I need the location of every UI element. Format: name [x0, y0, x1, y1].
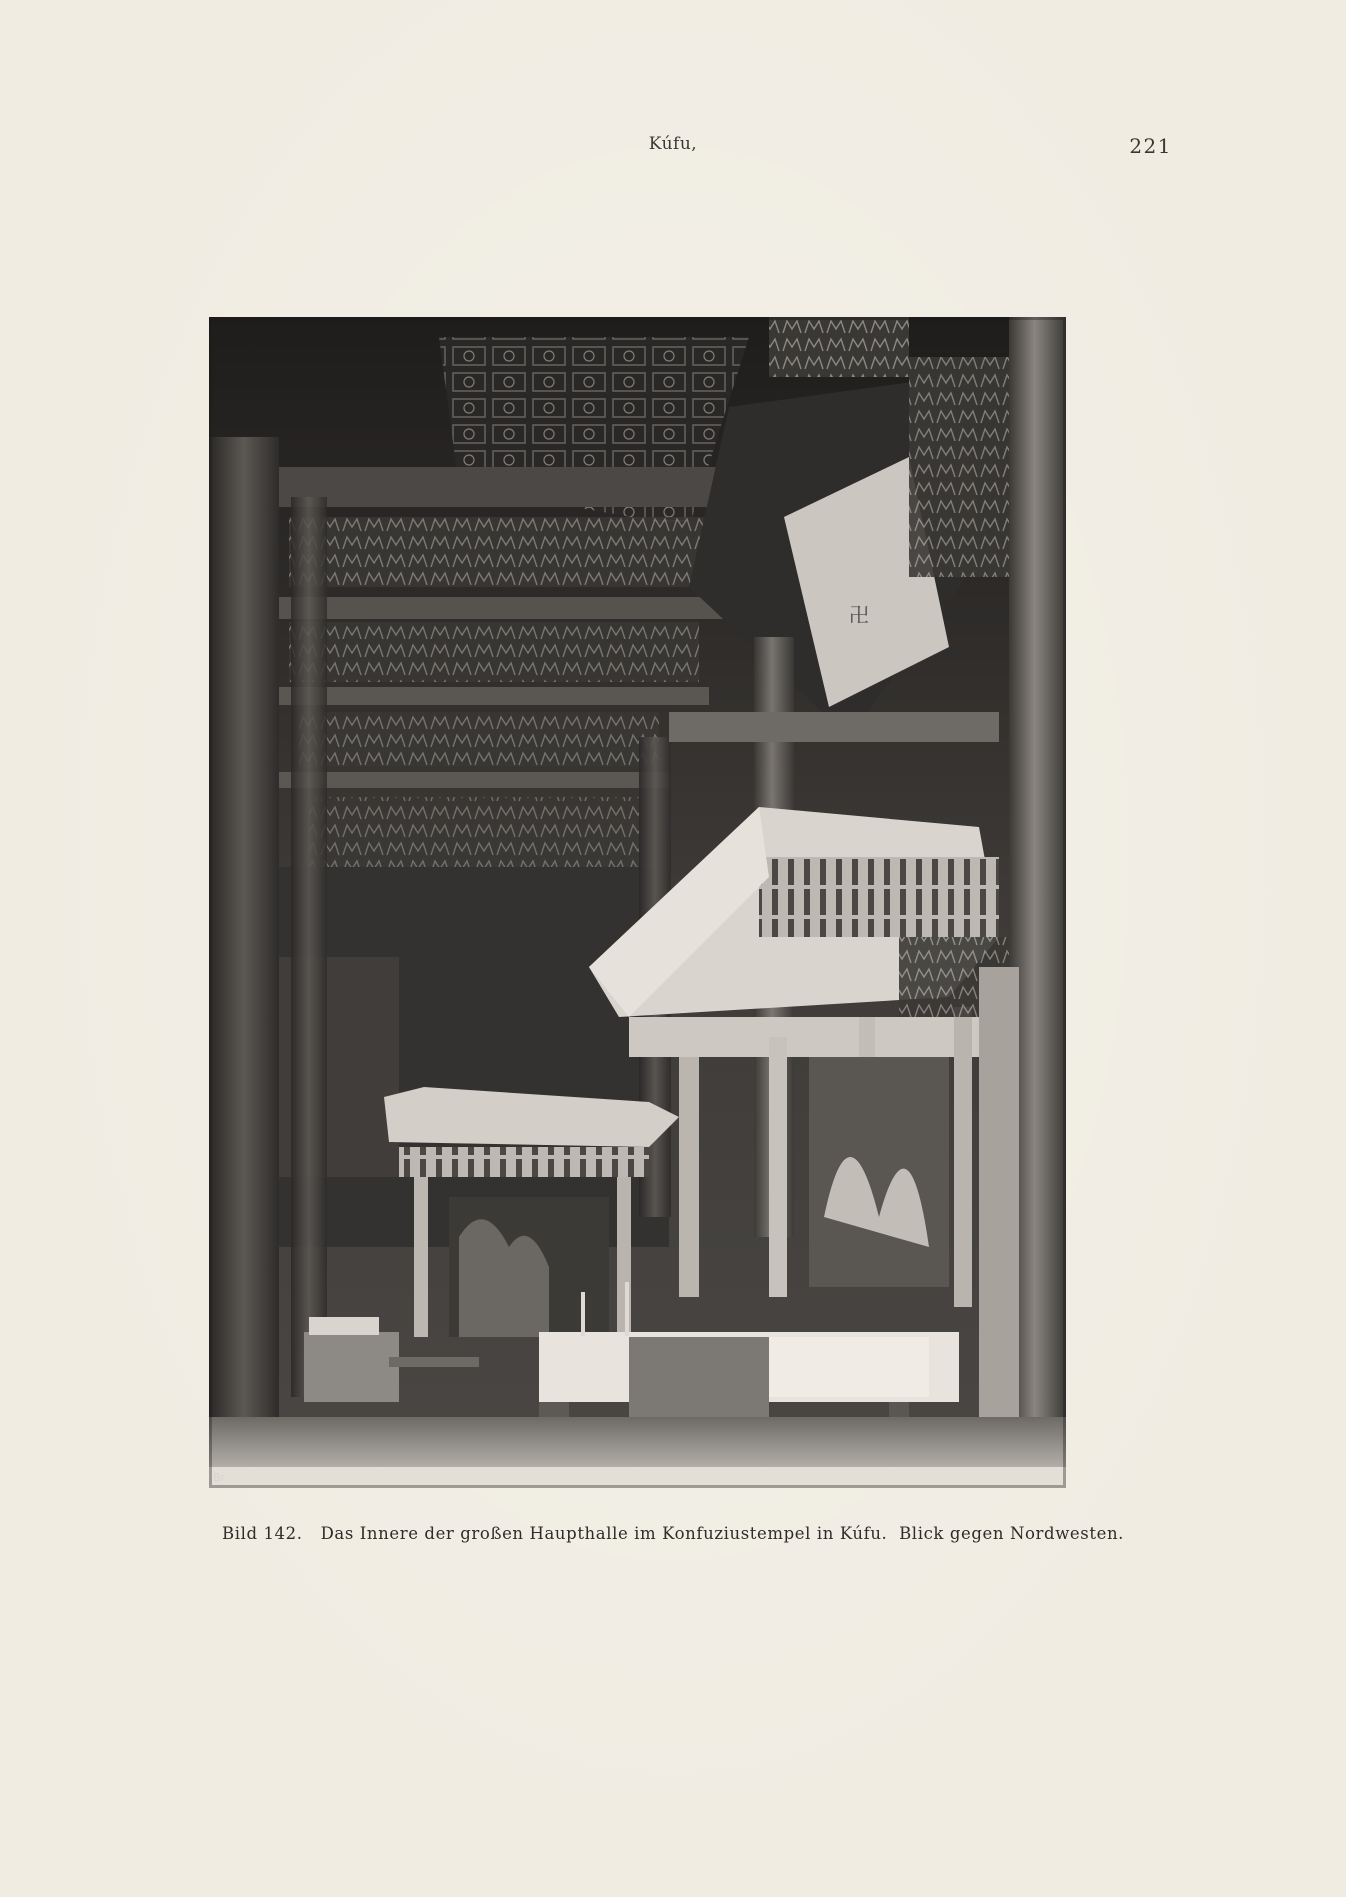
figure-label: Bild 142.: [221, 1524, 303, 1543]
page-number: 221: [1129, 134, 1172, 158]
photograph-plate: [209, 317, 1066, 1488]
svg-text:卍: 卍: [849, 603, 869, 627]
figure-caption-text: Das Innere der großen Haupthalle im Konfuziustempel in Kúfu. Blick gegen Nordwesten.: [320, 1524, 1125, 1543]
plate-signature-mark: Br: [213, 1471, 226, 1484]
figure-caption: [0, 1524, 1346, 1543]
running-title: Kúfu,: [648, 134, 698, 154]
temple-hall-interior-photo: [209, 317, 1066, 1488]
